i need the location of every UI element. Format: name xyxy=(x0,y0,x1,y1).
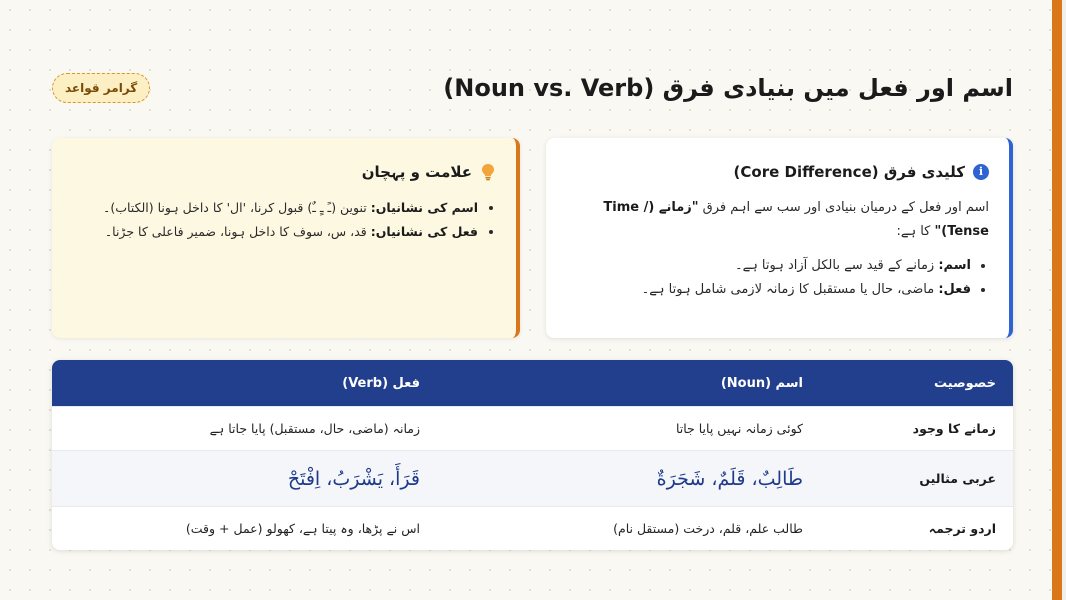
signs-list xyxy=(72,196,496,244)
signs-title: علامت و پہچان xyxy=(361,163,472,181)
row-feature-cell: زمانے کا وجود xyxy=(820,407,1013,451)
bullet-label: فعل کی نشانیاں: xyxy=(370,224,478,239)
core-difference-title: کلیدی فرق (Core Difference) xyxy=(733,163,965,181)
table-row xyxy=(52,507,1013,551)
list-item xyxy=(72,196,478,220)
bullet-label: اسم: xyxy=(938,258,971,273)
bullet-label: فعل: xyxy=(938,282,971,297)
signs-header xyxy=(72,158,496,186)
row-verb-cell: قَرَأَ، يَشْرَبُ، اِفْتَحْ xyxy=(52,451,437,507)
row-noun-cell: کوئی زمانہ نہیں پایا جاتا xyxy=(437,407,820,451)
bullet-text: تنوین (ـً ـٍ ـٌ) قبول کرنا، 'ال' کا داخل ہونا (الکتاب)۔ xyxy=(103,200,371,215)
comparison-table-grid xyxy=(52,360,1013,550)
row-feature-cell: اردو ترجمہ xyxy=(820,507,1013,551)
lightbulb-icon xyxy=(480,163,496,181)
bullet-label: اسم کی نشانیاں: xyxy=(370,200,478,215)
signs-card xyxy=(52,138,520,338)
table-row xyxy=(52,407,1013,451)
row-verb-cell: زمانہ (ماضی، حال، مستقبل) پایا جاتا ہے xyxy=(52,407,437,451)
core-difference-card xyxy=(546,138,1013,338)
right-accent-bar xyxy=(1052,0,1062,600)
header-verb: فعل (Verb) xyxy=(52,360,437,407)
table-header-row xyxy=(52,360,1013,407)
row-verb-cell: اس نے پڑھا، وہ پیتا ہے، کھولو (عمل + وقت) xyxy=(52,507,437,551)
core-difference-intro xyxy=(566,196,989,244)
table-row xyxy=(52,451,1013,507)
intro-text-end: کا ہے: xyxy=(896,224,935,239)
row-feature-cell: عربی مثالیں xyxy=(820,451,1013,507)
bullet-text: ماضی، حال یا مستقبل کا زمانہ لازمی شامل ہوتا ہے۔ xyxy=(641,282,939,297)
intro-text-start: اسم اور فعل کے درمیان بنیادی اور سب سے اہم فرق xyxy=(698,200,989,215)
row-noun-cell: طَالِبٌ، قَلَمٌ، شَجَرَةٌ xyxy=(437,451,820,507)
info-icon: i xyxy=(973,164,989,180)
bullet-text: زمانے کے قید سے بالکل آزاد ہوتا ہے۔ xyxy=(734,258,939,273)
core-difference-list xyxy=(566,254,989,302)
header-feature: خصوصیت xyxy=(820,360,1013,407)
row-noun-cell: طالب علم، قلم، درخت (مستقل نام) xyxy=(437,507,820,551)
header-noun: اسم (Noun) xyxy=(437,360,820,407)
page-title: اسم اور فعل میں بنیادی فرق (Noun vs. Verb) xyxy=(443,74,1013,102)
right-edge-strip xyxy=(1062,0,1066,600)
list-item xyxy=(72,220,478,244)
list-item xyxy=(566,278,971,302)
intro-text-bold: "زمانے (Time / Tense)" xyxy=(603,200,989,239)
comparison-table xyxy=(52,360,1013,550)
list-item xyxy=(566,254,971,278)
core-difference-header xyxy=(566,158,989,186)
bullet-text: قد، س، سوف کا داخل ہونا، ضمیر فاعلی کا جڑنا۔ xyxy=(104,224,371,239)
category-badge: گرامر قواعد xyxy=(52,73,150,103)
